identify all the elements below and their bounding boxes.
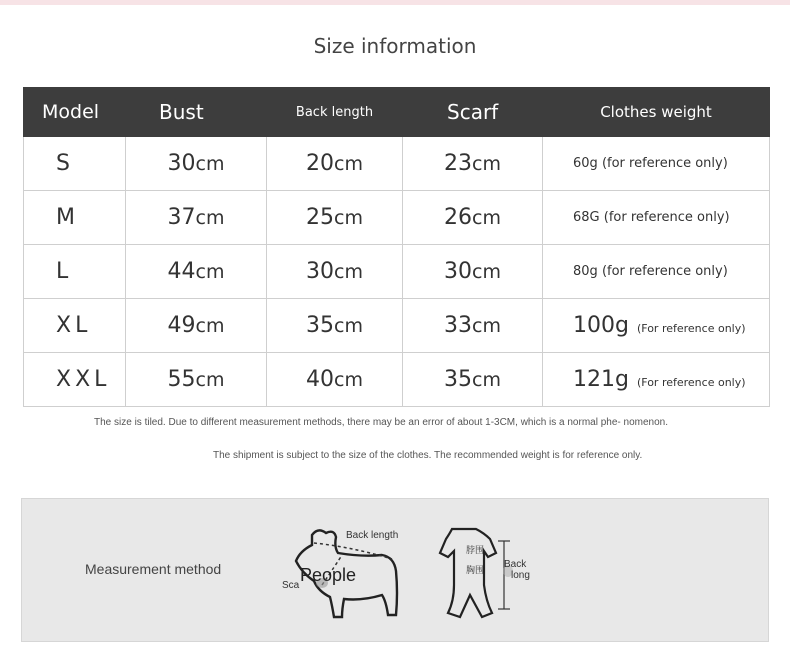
cell-bust-value: 30 — [167, 151, 196, 176]
diagram-back-length-label: Back length — [346, 530, 399, 541]
measurement-diagram — [282, 523, 542, 623]
measurement-label: Measurement method — [85, 561, 222, 577]
weight-note: (for reference only) — [601, 264, 728, 279]
header-scarf: Scarf — [403, 88, 543, 137]
note-error-margin: The size is tiled. Due to different measurement methods, there may be an error of about 1-3CM, which is a normal phe- nomenon. — [94, 417, 668, 428]
weight-value: 121g — [573, 367, 629, 392]
table-row — [24, 137, 770, 191]
table-row — [24, 299, 770, 353]
weight-note: (for reference only) — [601, 156, 728, 171]
diagram-people-label: People — [300, 565, 357, 585]
cell-weight — [543, 137, 770, 191]
cell-model: XL — [24, 299, 126, 353]
cell-back-length-unit: cm — [334, 153, 363, 175]
diagram-neck-label: 脖围 — [466, 545, 485, 555]
weight-value: 100g — [573, 313, 629, 338]
cell-back-length — [267, 353, 403, 407]
cell-scarf-value: 23 — [444, 151, 473, 176]
cell-back-length — [267, 299, 403, 353]
cell-bust — [126, 245, 267, 299]
cell-back-length-value: 20 — [306, 151, 335, 176]
cell-bust-value: 37 — [167, 205, 196, 230]
cell-bust-unit: cm — [195, 369, 225, 391]
cell-back-length-value: 40 — [306, 367, 335, 392]
cell-scarf-unit: cm — [472, 153, 501, 175]
cell-weight — [543, 353, 770, 407]
diagram-back-long-label-1: Back — [504, 559, 527, 570]
table-row — [24, 191, 770, 245]
header-bust: Bust — [126, 88, 267, 137]
cell-bust-unit: cm — [195, 153, 225, 175]
cell-scarf-value: 35 — [444, 367, 473, 392]
cell-back-length-unit: cm — [334, 369, 363, 391]
cell-scarf-value: 30 — [444, 259, 473, 284]
cell-bust-unit: cm — [195, 315, 225, 337]
cell-scarf — [403, 137, 543, 191]
cell-scarf — [403, 245, 543, 299]
weight-note: (For reference only) — [636, 376, 746, 389]
cell-bust-unit: cm — [195, 207, 225, 229]
cell-back-length-value: 25 — [306, 205, 335, 230]
cell-weight — [543, 191, 770, 245]
cell-bust-value: 44 — [167, 259, 196, 284]
cell-back-length — [267, 245, 403, 299]
cell-scarf-value: 26 — [444, 205, 473, 230]
cell-bust — [126, 191, 267, 245]
cell-bust-value: 49 — [167, 313, 196, 338]
cell-scarf — [403, 299, 543, 353]
cell-weight — [543, 299, 770, 353]
table-row — [24, 353, 770, 407]
cell-scarf-unit: cm — [472, 207, 501, 229]
cell-scarf-unit: cm — [472, 315, 501, 337]
page-title: Size information — [313, 34, 477, 58]
diagram-scarf-label: Sca — [282, 580, 300, 591]
cell-bust — [126, 299, 267, 353]
header-back-length: Back length — [267, 88, 403, 137]
cell-bust — [126, 353, 267, 407]
cell-scarf-value: 33 — [444, 313, 473, 338]
cell-scarf-unit: cm — [472, 261, 501, 283]
cell-model: S — [24, 137, 126, 191]
cell-back-length-unit: cm — [334, 261, 363, 283]
weight-note: (for reference only) — [603, 210, 730, 225]
cell-scarf — [403, 353, 543, 407]
weight-value: 80g — [573, 264, 598, 279]
cell-back-length-value: 30 — [306, 259, 335, 284]
diagram-back-long-label-2: long — [511, 570, 530, 581]
cell-weight — [543, 245, 770, 299]
weight-note: (For reference only) — [636, 322, 746, 335]
weight-value: 68G — [573, 210, 600, 225]
size-table — [23, 87, 770, 407]
header-clothes-weight: Clothes weight — [543, 88, 770, 137]
top-strip — [0, 0, 790, 5]
weight-value: 60g — [573, 156, 598, 171]
cell-bust — [126, 137, 267, 191]
cell-bust-unit: cm — [195, 261, 225, 283]
cell-back-length — [267, 191, 403, 245]
cell-back-length — [267, 137, 403, 191]
cell-scarf — [403, 191, 543, 245]
diagram-chest-label: 胸围 — [466, 565, 485, 575]
table-row — [24, 245, 770, 299]
cell-back-length-value: 35 — [306, 313, 335, 338]
cell-back-length-unit: cm — [334, 207, 363, 229]
cell-back-length-unit: cm — [334, 315, 363, 337]
header-model: Model — [24, 88, 126, 137]
note-shipment: The shipment is subject to the size of the clothes. The recommended weight is for reference only. — [213, 450, 643, 461]
cell-bust-value: 55 — [167, 367, 196, 392]
cell-model: XXL — [24, 353, 126, 407]
measurement-box — [21, 498, 769, 642]
cell-model: M — [24, 191, 126, 245]
cell-scarf-unit: cm — [472, 369, 501, 391]
table-header-row — [24, 88, 770, 137]
cell-model: L — [24, 245, 126, 299]
